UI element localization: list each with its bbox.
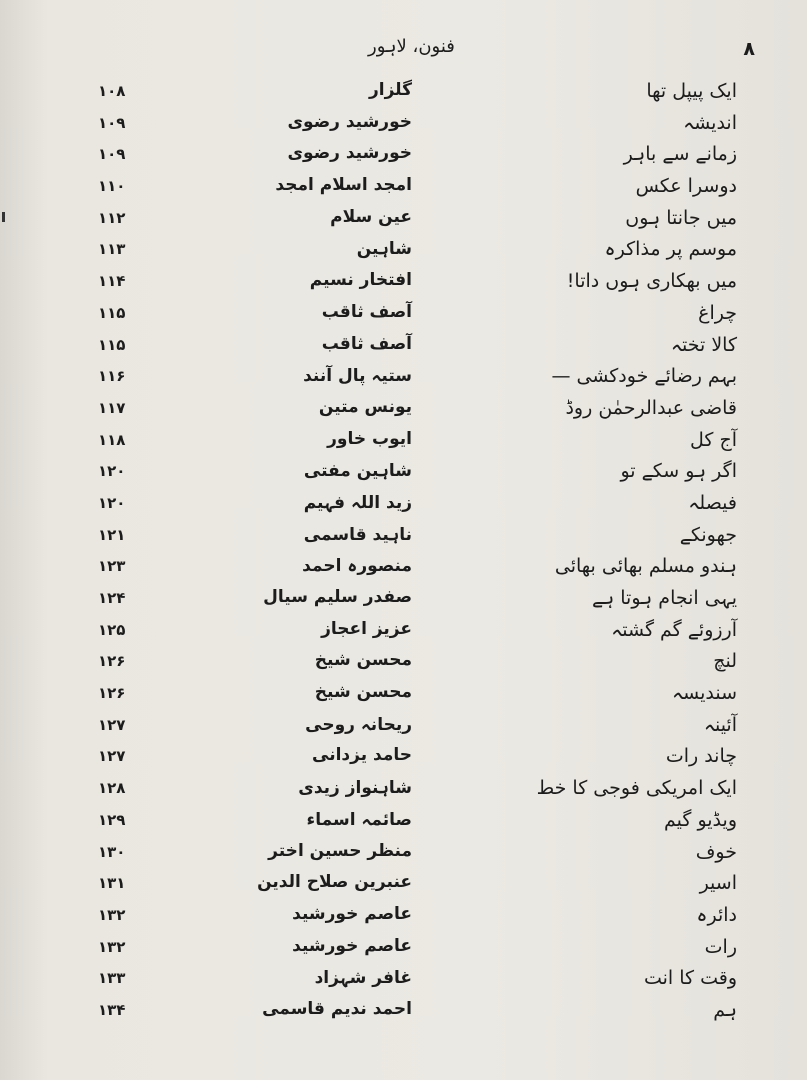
entry-author: گلزار (368, 80, 412, 100)
entry-page-number: ۱۱۴ (98, 272, 126, 291)
entry-title: آئینہ (703, 713, 737, 736)
entry-page-number: ۱۲۸ (98, 779, 126, 798)
entry-page-number: ۱۳۱ (98, 874, 126, 893)
toc-row (0, 585, 807, 617)
entry-page-number: ۱۲۷ (98, 747, 126, 766)
entry-page-number: ۱۳۲ (98, 905, 126, 924)
entry-author: محسن شیخ (314, 682, 412, 703)
entry-title: چراغ (698, 301, 737, 324)
toc-row (0, 363, 807, 395)
entry-title: اگر ہو سکے تو (620, 460, 737, 483)
entry-title: کالا تختہ (670, 333, 737, 356)
entry-title: وقت کا انت (643, 967, 737, 990)
entry-author: خورشید رضوی (287, 143, 412, 164)
toc-row (0, 712, 807, 744)
entry-title: خوف (695, 840, 737, 863)
entry-title: آرزوئے گم گشتہ (611, 618, 737, 641)
entry-title: یہی انجام ہوتا ہے (591, 587, 737, 609)
entry-page-number: ۱۱۶ (98, 367, 126, 386)
entry-author: منظر حسین اختر (268, 840, 412, 861)
entry-title: ایک امریکی فوجی کا خط (536, 777, 737, 800)
entry-page-number: ۱۱۰ (98, 177, 126, 196)
entry-page-number: ۱۲۴ (98, 589, 126, 607)
toc-row (0, 332, 807, 364)
entry-title: سندیسہ (672, 682, 737, 705)
entry-page-number: ۱۲۶ (98, 684, 126, 703)
entry-title: ویڈیو گیم (663, 808, 737, 831)
entry-author: ستیہ پال آنند (303, 366, 412, 387)
toc-row (0, 902, 807, 934)
toc-row (0, 775, 807, 807)
entry-title: بہم رضائے خودکشی — (551, 365, 737, 388)
entry-author: عین سلام (330, 206, 412, 227)
entry-author: عاصم خورشید (292, 935, 412, 956)
entry-page-number: ۱۱۷ (98, 398, 126, 417)
toc-row (0, 839, 807, 871)
toc-row (0, 743, 807, 775)
toc-row (0, 236, 807, 268)
entry-author: یونس متین (318, 396, 412, 417)
entry-page-number: ۱۳۰ (98, 842, 126, 861)
entry-author: خورشید رضوی (287, 111, 412, 132)
entry-title: میں جانتا ہوں (625, 206, 737, 229)
entry-author: ایوب خاور (327, 428, 412, 449)
toc-row (0, 870, 807, 902)
entry-title: ہندو مسلم بھائی بھائی (554, 555, 737, 578)
entry-author: غافر شہزاد (314, 968, 412, 989)
entry-author: آصف ثاقب (321, 333, 412, 354)
toc-row (0, 680, 807, 712)
entry-title: قاضی عبدالرحمٰن روڈ (565, 396, 737, 419)
entry-author: منصورہ احمد (302, 556, 412, 577)
entry-author: ناہید قاسمی (303, 524, 412, 545)
entry-title: ہم (713, 998, 737, 1021)
toc-row (0, 300, 807, 332)
toc-row (0, 997, 807, 1029)
entry-page-number: ۱۰۹ (98, 113, 126, 132)
toc-row (0, 173, 807, 205)
entry-title: اندیشہ (683, 111, 737, 134)
entry-page-number: ۱۰۹ (98, 145, 126, 164)
entry-title: فیصلہ (688, 491, 737, 514)
toc-row (0, 395, 807, 427)
toc-row (0, 617, 807, 649)
toc-row (0, 141, 807, 173)
entry-page-number: ۱۳۲ (98, 937, 126, 956)
entry-page-number: ۱۱۸ (98, 430, 126, 449)
toc-row (0, 934, 807, 966)
entry-page-number: ۱۱۵ (98, 335, 126, 354)
toc-row (0, 553, 807, 585)
entry-title: چاند رات (665, 745, 737, 768)
toc-row (0, 807, 807, 839)
entry-page-number: ۱۲۳ (98, 557, 126, 576)
page-number: ۸ (743, 38, 755, 60)
entry-author: شاہنواز زیدی (298, 778, 412, 799)
entry-author: عاصم خورشید (292, 903, 412, 924)
entry-author: صائمہ اسماء (306, 809, 412, 830)
entry-author: ریحانہ روحی (305, 714, 412, 735)
entry-author: زید اللہ فہیم (303, 492, 412, 513)
toc-row (0, 648, 807, 680)
entry-title: دائرہ (696, 903, 737, 926)
toc-row (0, 965, 807, 997)
entry-page-number: ۱۳۳ (98, 969, 126, 988)
entry-author: امجد اسلام امجد (275, 175, 412, 196)
toc-row (0, 110, 807, 142)
entry-title: اسیر (699, 872, 737, 895)
entry-author: حامد یزدانی (312, 745, 412, 766)
entry-author: عزیز اعجاز (321, 618, 412, 639)
toc-row (0, 427, 807, 459)
entry-author: افتخار نسیم (309, 270, 412, 291)
toc-row (0, 490, 807, 522)
entry-page-number: ۱۱۲ (98, 208, 126, 227)
entry-title: آج کل (689, 428, 737, 451)
entry-page-number: ۱۲۱ (98, 525, 126, 544)
toc-row (0, 205, 807, 237)
journal-title: فنون، لاہور (368, 36, 455, 57)
entry-title: موسم پر مذاکرہ (604, 238, 737, 261)
entry-title: ایک پیپل تھا (646, 80, 737, 102)
entry-author: شاہین مفتی (303, 461, 412, 482)
entry-page-number: ۱۲۷ (98, 715, 126, 734)
table-of-contents (0, 78, 807, 1029)
entry-page-number: ۱۲۶ (98, 652, 126, 671)
toc-row (0, 458, 807, 490)
entry-page-number: ۱۲۵ (98, 620, 126, 639)
entry-page-number: ۱۲۹ (98, 810, 126, 829)
entry-page-number: ۱۲۰ (98, 493, 126, 512)
entry-author: احمد ندیم قاسمی (262, 998, 412, 1019)
entry-page-number: ۱۰۸ (98, 82, 126, 100)
entry-author: صفدر سلیم سیال (263, 587, 412, 607)
entry-page-number: ۱۳۴ (98, 1000, 126, 1019)
entry-title: میں بھکاری ہوں داتا! (566, 270, 737, 293)
entry-author: آصف ثاقب (321, 301, 412, 322)
entry-title: زمانے سے باہر (623, 143, 737, 166)
entry-title: رات (704, 935, 737, 958)
toc-row (0, 78, 807, 110)
entry-author: عنبرین صلاح الدین (257, 872, 412, 893)
entry-title: جھونکے (679, 523, 737, 546)
entry-title: لنچ (713, 650, 737, 673)
toc-row (0, 268, 807, 300)
entry-page-number: ۱۱۵ (98, 303, 126, 322)
entry-title: دوسرا عکس (635, 175, 737, 198)
entry-page-number: ۱۱۳ (98, 240, 126, 259)
entry-page-number: ۱۲۰ (98, 462, 126, 481)
toc-row (0, 522, 807, 554)
page-header (0, 34, 807, 64)
entry-author: شاہین (356, 239, 412, 260)
entry-author: محسن شیخ (314, 650, 412, 671)
